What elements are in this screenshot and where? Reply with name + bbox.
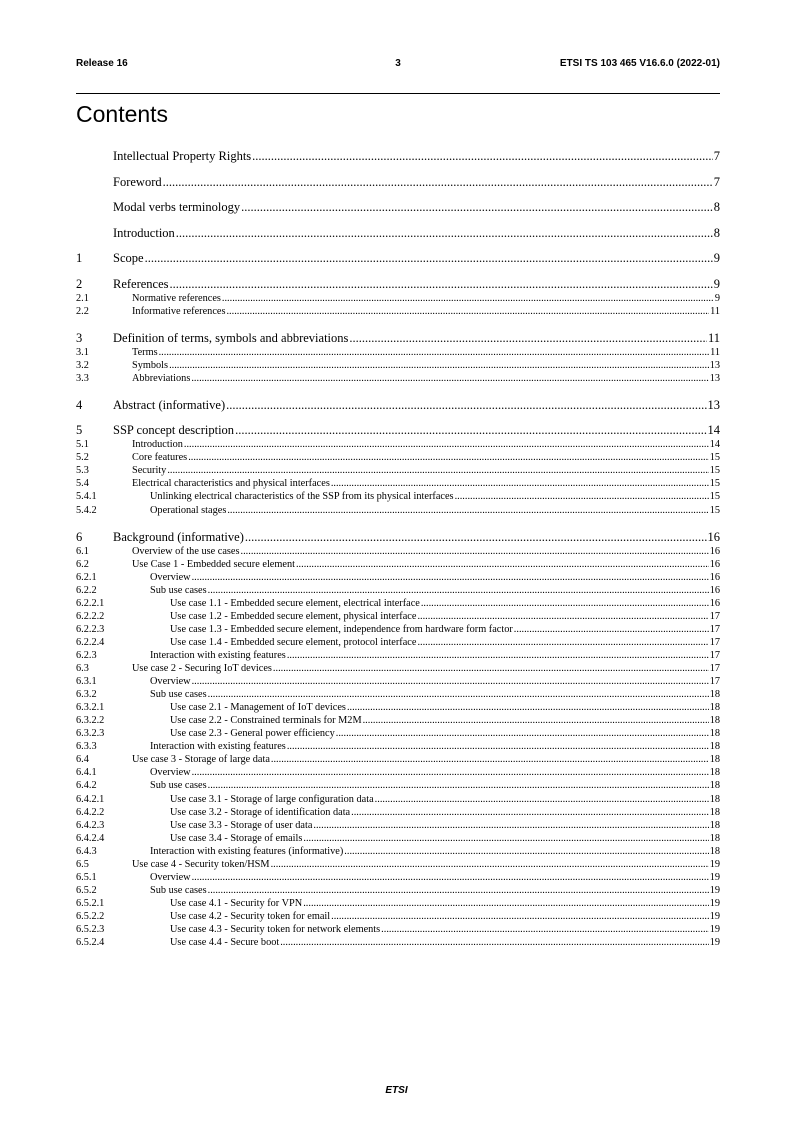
toc-entry-title: Use case 1.4 - Embedded secure element, protocol interface bbox=[170, 636, 417, 648]
toc-leader-dots bbox=[167, 464, 708, 477]
toc-entry[interactable] bbox=[76, 845, 720, 858]
toc-entry[interactable] bbox=[76, 199, 720, 215]
toc-entry[interactable] bbox=[76, 477, 720, 490]
toc-entry-page: 16 bbox=[709, 558, 720, 570]
toc-entry[interactable] bbox=[76, 832, 720, 845]
toc-leader-dots bbox=[192, 871, 709, 884]
toc-entry-title: Overview bbox=[150, 571, 191, 583]
toc-leader-dots bbox=[271, 753, 709, 766]
toc-entry[interactable] bbox=[76, 936, 720, 949]
toc-entry-page: 18 bbox=[709, 741, 720, 753]
toc-entry[interactable] bbox=[76, 779, 720, 792]
toc-entry-number: 2.2 bbox=[76, 305, 89, 317]
toc-entry-page: 16 bbox=[709, 571, 720, 583]
toc-entry[interactable] bbox=[76, 714, 720, 727]
toc-leader-dots bbox=[351, 806, 709, 819]
toc-entry-title: Security bbox=[132, 465, 167, 477]
toc-leader-dots bbox=[347, 701, 709, 714]
toc-entry-number: 4 bbox=[76, 397, 83, 412]
toc-entry-title: Use case 3.1 - Storage of large configuration data bbox=[170, 793, 374, 805]
toc-entry[interactable] bbox=[76, 701, 720, 714]
toc-entry[interactable] bbox=[76, 330, 720, 346]
toc-entry-number: 6.3.2.3 bbox=[76, 728, 105, 740]
toc-entry[interactable] bbox=[76, 451, 720, 464]
toc-entry[interactable] bbox=[76, 558, 720, 571]
toc-entry-number: 5 bbox=[76, 423, 83, 438]
toc-entry-number: 6.2.1 bbox=[76, 571, 97, 583]
toc-entry-number: 6.5.2.1 bbox=[76, 897, 105, 909]
toc-entry-page: 9 bbox=[713, 276, 720, 291]
toc-leader-dots bbox=[252, 148, 713, 164]
toc-entry-title: Sub use cases bbox=[150, 584, 207, 596]
toc-entry-number: 6.5.2.3 bbox=[76, 924, 105, 935]
toc-entry-page: 11 bbox=[707, 330, 720, 345]
toc-entry-title: Use Case 1 - Embedded secure element bbox=[132, 558, 295, 570]
toc-leader-dots bbox=[331, 477, 709, 490]
toc-entry-page: 9 bbox=[713, 251, 720, 265]
toc-entry[interactable] bbox=[76, 276, 720, 292]
toc-entry-number: 6.3.1 bbox=[76, 676, 97, 688]
footer-etsi: ETSI bbox=[385, 1085, 408, 1096]
toc-entry-page: 13 bbox=[707, 397, 720, 412]
toc-leader-dots bbox=[208, 779, 709, 792]
toc-entry[interactable] bbox=[76, 740, 720, 753]
toc-entry-number: 6.5.2 bbox=[76, 884, 97, 896]
toc-leader-dots bbox=[184, 438, 709, 451]
toc-entry-page: 18 bbox=[709, 689, 720, 701]
toc-entry[interactable] bbox=[76, 806, 720, 819]
toc-entry[interactable] bbox=[76, 662, 720, 675]
toc-entry[interactable] bbox=[76, 174, 720, 190]
toc-leader-dots bbox=[192, 766, 709, 779]
toc-entry-page: 16 bbox=[709, 545, 720, 557]
toc-entry-title: Terms bbox=[132, 346, 158, 358]
toc-entry[interactable] bbox=[76, 584, 720, 597]
toc-leader-dots bbox=[227, 504, 708, 517]
toc-entry-page: 14 bbox=[709, 439, 720, 451]
toc-entry-title: Use case 3 - Storage of large data bbox=[132, 754, 270, 766]
toc-leader-dots bbox=[363, 714, 709, 727]
toc-entry-title: Overview bbox=[150, 767, 191, 779]
toc-entry-page: 17 bbox=[709, 636, 720, 648]
toc-leader-dots bbox=[349, 330, 707, 346]
toc-leader-dots bbox=[417, 610, 708, 623]
toc-entry-page: 18 bbox=[709, 845, 720, 857]
toc-entry-number: 3.2 bbox=[76, 359, 89, 371]
toc-entry-number: 2.1 bbox=[76, 292, 89, 304]
toc-entry-title: Informative references bbox=[132, 305, 226, 317]
toc-entry-number: 6.4.2.1 bbox=[76, 793, 105, 805]
toc-entry-title: Use case 2 - Securing IoT devices bbox=[132, 663, 272, 674]
toc-entry-number: 5.3 bbox=[76, 465, 89, 477]
toc-leader-dots bbox=[188, 451, 709, 464]
toc-entry-page: 15 bbox=[709, 465, 720, 477]
toc-entry[interactable] bbox=[76, 858, 720, 871]
toc-entry-title: Normative references bbox=[132, 292, 221, 304]
toc-entry[interactable] bbox=[76, 688, 720, 701]
toc-entry[interactable] bbox=[76, 225, 720, 241]
toc-leader-dots bbox=[336, 727, 709, 740]
toc-leader-dots bbox=[296, 558, 709, 571]
toc-entry[interactable] bbox=[76, 636, 720, 649]
toc-entry-title: SSP concept description bbox=[113, 423, 235, 438]
toc-entry-page: 8 bbox=[713, 225, 720, 240]
toc-entry[interactable] bbox=[76, 675, 720, 688]
toc-entry-title: Unlinking electrical characteristics of the SSP from its physical interfaces bbox=[150, 491, 454, 503]
toc-entry-page: 13 bbox=[709, 372, 720, 384]
toc-entry[interactable] bbox=[76, 571, 720, 584]
toc-entry-number: 6.5.2.2 bbox=[76, 910, 105, 922]
toc-entry-number: 6.2.2.1 bbox=[76, 597, 105, 609]
toc-leader-dots bbox=[235, 422, 706, 438]
toc-entry-page: 18 bbox=[709, 728, 720, 740]
toc-entry-title: Intellectual Property Rights bbox=[113, 149, 252, 163]
toc-leader-dots bbox=[222, 292, 714, 305]
toc-leader-dots bbox=[303, 897, 708, 910]
toc-entry-title: Abbreviations bbox=[132, 372, 191, 384]
toc-entry-title: Overview of the use cases bbox=[132, 545, 240, 557]
toc-entry-page: 19 bbox=[709, 924, 720, 935]
toc-entry[interactable] bbox=[76, 766, 720, 779]
toc-entry-title: Use case 1.2 - Embedded secure element, physical interface bbox=[170, 610, 417, 622]
toc-entry-page: 15 bbox=[709, 491, 720, 503]
toc-entry-page: 18 bbox=[709, 806, 720, 818]
toc-leader-dots bbox=[241, 545, 709, 558]
toc-entry-title: Use case 4.1 - Security for VPN bbox=[170, 897, 303, 909]
toc-entry[interactable] bbox=[76, 490, 720, 503]
toc-entry-page: 15 bbox=[709, 478, 720, 490]
toc-entry-title: Use case 3.3 - Storage of user data bbox=[170, 819, 313, 831]
toc-entry-page: 15 bbox=[709, 504, 720, 516]
toc-entry[interactable] bbox=[76, 305, 720, 318]
toc-entry-page: 18 bbox=[709, 819, 720, 831]
toc-entry[interactable] bbox=[76, 649, 720, 662]
toc-entry-title: Interaction with existing features bbox=[150, 741, 286, 753]
toc-entry-title: Use case 1.3 - Embedded secure element, independence from hardware form factor bbox=[170, 623, 513, 635]
toc-entry[interactable] bbox=[76, 438, 720, 451]
toc-leader-dots bbox=[192, 571, 709, 584]
toc-leader-dots bbox=[208, 884, 709, 897]
release-label: Release 16 bbox=[76, 58, 128, 69]
page-title: Contents bbox=[76, 101, 169, 127]
toc-leader-dots bbox=[344, 845, 708, 858]
toc-entry-title: Interaction with existing features (informative) bbox=[150, 845, 344, 857]
toc-entry-page: 19 bbox=[709, 884, 720, 896]
toc-entry-page: 17 bbox=[709, 649, 720, 661]
toc-entry-page: 14 bbox=[707, 423, 720, 438]
toc-entry-title: Introduction bbox=[113, 225, 175, 240]
toc-leader-dots bbox=[273, 662, 709, 675]
toc-entry-number: 6.2 bbox=[76, 558, 89, 570]
toc-entry-title: Foreword bbox=[113, 174, 162, 189]
toc-entry-number: 6.2.3 bbox=[76, 649, 97, 661]
toc-leader-dots bbox=[226, 305, 709, 318]
document-id: ETSI TS 103 465 V16.6.0 (2022-01) bbox=[559, 58, 720, 69]
toc-entry-number: 1 bbox=[76, 251, 83, 265]
toc-entry[interactable] bbox=[76, 397, 720, 413]
toc-entry-title: Use case 1.1 - Embedded secure element, electrical interface bbox=[170, 597, 420, 609]
toc-entry-title: Background (informative) bbox=[113, 529, 244, 544]
toc-entry-number: 6.5.2.4 bbox=[76, 937, 105, 949]
toc-leader-dots bbox=[417, 636, 708, 649]
toc-entry-title: Symbols bbox=[132, 359, 169, 371]
toc-entry-page: 11 bbox=[710, 346, 720, 358]
toc-entry-page: 19 bbox=[709, 910, 720, 922]
toc-entry[interactable] bbox=[76, 529, 720, 545]
toc-entry-number: 6.3.3 bbox=[76, 741, 97, 753]
toc-entry-page: 7 bbox=[713, 174, 720, 189]
toc-entry[interactable] bbox=[76, 148, 720, 164]
toc-leader-dots bbox=[191, 372, 708, 385]
toc-entry[interactable] bbox=[76, 250, 720, 266]
toc-entry-number: 5.4.1 bbox=[76, 491, 97, 503]
toc-entry-title: Use case 2.2 - Constrained terminals for M2M bbox=[170, 715, 362, 727]
toc-leader-dots bbox=[170, 276, 713, 292]
toc-entry-number: 5.2 bbox=[76, 452, 89, 464]
toc-entry-number: 3 bbox=[76, 330, 83, 345]
toc-entry-title: Core features bbox=[132, 452, 188, 464]
toc-entry[interactable] bbox=[76, 292, 720, 305]
toc-leader-dots bbox=[271, 858, 709, 871]
toc-entry-number: 6.4.3 bbox=[76, 845, 97, 857]
toc-entry-page: 9 bbox=[714, 292, 720, 304]
toc-entry-number: 3.1 bbox=[76, 346, 89, 358]
toc-entry-number: 6.2.2.2 bbox=[76, 610, 105, 622]
toc-entry[interactable] bbox=[76, 545, 720, 558]
toc-entry-title: Abstract (informative) bbox=[113, 397, 226, 412]
toc-entry-number: 6.4.2 bbox=[76, 780, 97, 792]
toc-entry-title: Use case 3.4 - Storage of emails bbox=[170, 832, 303, 844]
toc-entry-number: 5.4.2 bbox=[76, 504, 97, 516]
page-number: 3 bbox=[395, 58, 401, 69]
toc-leader-dots bbox=[303, 832, 708, 845]
toc-entry-page: 17 bbox=[709, 663, 720, 674]
toc-entry-page: 7 bbox=[713, 149, 720, 163]
toc-leader-dots bbox=[455, 490, 709, 503]
toc-entry-page: 17 bbox=[709, 623, 720, 635]
toc-leader-dots bbox=[381, 923, 709, 936]
toc-entry-number: 6.4 bbox=[76, 754, 89, 766]
toc-leader-dots bbox=[226, 397, 706, 413]
toc-entry-title: Use case 4 - Security token/HSM bbox=[132, 858, 270, 870]
toc-leader-dots bbox=[163, 174, 713, 190]
toc-leader-dots bbox=[514, 623, 709, 636]
toc-entry-title: Use case 2.3 - General power efficiency bbox=[170, 728, 335, 740]
toc-entry-page: 19 bbox=[709, 871, 720, 883]
toc-entry-page: 17 bbox=[709, 610, 720, 622]
toc-entry-title: Overview bbox=[150, 871, 191, 883]
toc-entry-title: Use case 4.4 - Secure boot bbox=[170, 937, 280, 949]
toc-leader-dots bbox=[192, 675, 709, 688]
toc-leader-dots bbox=[313, 819, 708, 832]
page-header bbox=[76, 58, 720, 72]
toc-leader-dots bbox=[331, 910, 709, 923]
toc-leader-dots bbox=[208, 584, 709, 597]
toc-entry-page: 13 bbox=[709, 359, 720, 371]
toc-entry-number: 6.3.2.1 bbox=[76, 702, 105, 714]
toc-entry-page: 16 bbox=[709, 584, 720, 596]
toc-leader-dots bbox=[245, 529, 707, 545]
toc-entry-page: 19 bbox=[709, 858, 720, 870]
toc-entry-number: 6.4.1 bbox=[76, 767, 97, 779]
toc-entry-title: Use case 2.1 - Management of IoT devices bbox=[170, 702, 346, 714]
toc-entry-page: 19 bbox=[709, 897, 720, 909]
toc-leader-dots bbox=[287, 649, 709, 662]
toc-entry[interactable] bbox=[76, 871, 720, 884]
toc-entry[interactable] bbox=[76, 346, 720, 359]
toc-entry-number: 3.3 bbox=[76, 372, 89, 384]
toc-entry-page: 18 bbox=[709, 793, 720, 805]
toc-entry-number: 6.5.1 bbox=[76, 871, 97, 883]
toc-entry-number: 6.5 bbox=[76, 858, 89, 870]
toc-entry-page: 18 bbox=[709, 832, 720, 844]
toc-entry-title: Sub use cases bbox=[150, 689, 207, 701]
toc-entry-page: 18 bbox=[709, 780, 720, 792]
toc-entry-number: 6.4.2.4 bbox=[76, 832, 105, 844]
toc-entry-number: 6.3.2 bbox=[76, 689, 97, 701]
toc-leader-dots bbox=[159, 346, 709, 359]
toc-entry-page: 18 bbox=[709, 754, 720, 766]
toc-leader-dots bbox=[287, 740, 709, 753]
toc-entry-title: Sub use cases bbox=[150, 780, 207, 792]
toc-entry-title: References bbox=[113, 276, 169, 291]
toc-entry-number: 6.2.2.3 bbox=[76, 623, 105, 635]
toc-entry[interactable] bbox=[76, 897, 720, 910]
toc-entry-number: 6.4.2.2 bbox=[76, 806, 105, 818]
toc-entry-title: Overview bbox=[150, 676, 191, 688]
toc-entry[interactable] bbox=[76, 464, 720, 477]
toc-entry[interactable] bbox=[76, 422, 720, 438]
toc-leader-dots bbox=[375, 793, 709, 806]
toc-entry[interactable] bbox=[76, 819, 720, 832]
toc-entry-title: Operational stages bbox=[150, 504, 227, 516]
toc-entry-number: 6 bbox=[76, 529, 83, 544]
toc-entry[interactable] bbox=[76, 923, 720, 936]
toc-entry-number: 2 bbox=[76, 276, 83, 291]
toc-entry[interactable] bbox=[76, 359, 720, 372]
toc-entry-number: 6.2.2 bbox=[76, 584, 97, 596]
toc-entry-page: 18 bbox=[709, 715, 720, 727]
toc-leader-dots bbox=[241, 199, 713, 215]
toc-entry-number: 6.1 bbox=[76, 545, 89, 557]
toc-entry-title: Scope bbox=[113, 251, 144, 265]
toc-entry-number: 6.4.2.3 bbox=[76, 819, 105, 831]
toc-entry-title: Definition of terms, symbols and abbreviations bbox=[113, 330, 349, 345]
toc-leader-dots bbox=[145, 250, 713, 266]
toc-leader-dots bbox=[421, 597, 709, 610]
toc-entry[interactable] bbox=[76, 504, 720, 517]
toc-entry-title: Modal verbs terminology bbox=[113, 200, 241, 214]
toc-entry-page: 16 bbox=[707, 529, 720, 544]
header-rule bbox=[76, 93, 720, 94]
toc-entry-page: 8 bbox=[713, 200, 720, 214]
toc-entry[interactable] bbox=[76, 884, 720, 897]
toc-leader-dots bbox=[280, 936, 708, 949]
toc-entry[interactable] bbox=[76, 610, 720, 623]
toc-entry-title: Sub use cases bbox=[150, 884, 207, 896]
toc-entry[interactable] bbox=[76, 753, 720, 766]
toc-entry-number: 6.2.2.4 bbox=[76, 636, 105, 648]
toc-entry-title: Use case 3.2 - Storage of identification data bbox=[170, 806, 351, 818]
toc-entry[interactable] bbox=[76, 793, 720, 806]
toc-entry-title: Use case 4.2 - Security token for email bbox=[170, 910, 331, 922]
toc-entry-page: 15 bbox=[709, 452, 720, 464]
toc-entry-title: Introduction bbox=[132, 439, 183, 451]
toc-entry-title: Use case 4.3 - Security token for network elements bbox=[170, 924, 381, 935]
toc-leader-dots bbox=[176, 225, 713, 241]
toc-entry[interactable] bbox=[76, 597, 720, 610]
toc-entry-page: 19 bbox=[709, 937, 720, 949]
toc-leader-dots bbox=[169, 359, 709, 372]
toc-entry[interactable] bbox=[76, 372, 720, 385]
toc-entry[interactable] bbox=[76, 910, 720, 923]
toc-entry-page: 17 bbox=[709, 676, 720, 688]
toc-entry-number: 5.4 bbox=[76, 478, 89, 490]
toc-entry[interactable] bbox=[76, 727, 720, 740]
toc-entry-number: 6.3.2.2 bbox=[76, 715, 105, 727]
toc-entry-page: 18 bbox=[709, 767, 720, 779]
toc-entry-page: 16 bbox=[709, 597, 720, 609]
toc-entry-page: 18 bbox=[709, 702, 720, 714]
toc-entry-title: Electrical characteristics and physical interfaces bbox=[132, 478, 330, 490]
toc-entry-page: 11 bbox=[710, 305, 720, 317]
toc-entry[interactable] bbox=[76, 623, 720, 636]
toc-leader-dots bbox=[208, 688, 709, 701]
toc-entry-number: 6.3 bbox=[76, 663, 89, 674]
toc-entry-number: 5.1 bbox=[76, 439, 89, 451]
toc-entry-title: Interaction with existing features bbox=[150, 649, 286, 661]
